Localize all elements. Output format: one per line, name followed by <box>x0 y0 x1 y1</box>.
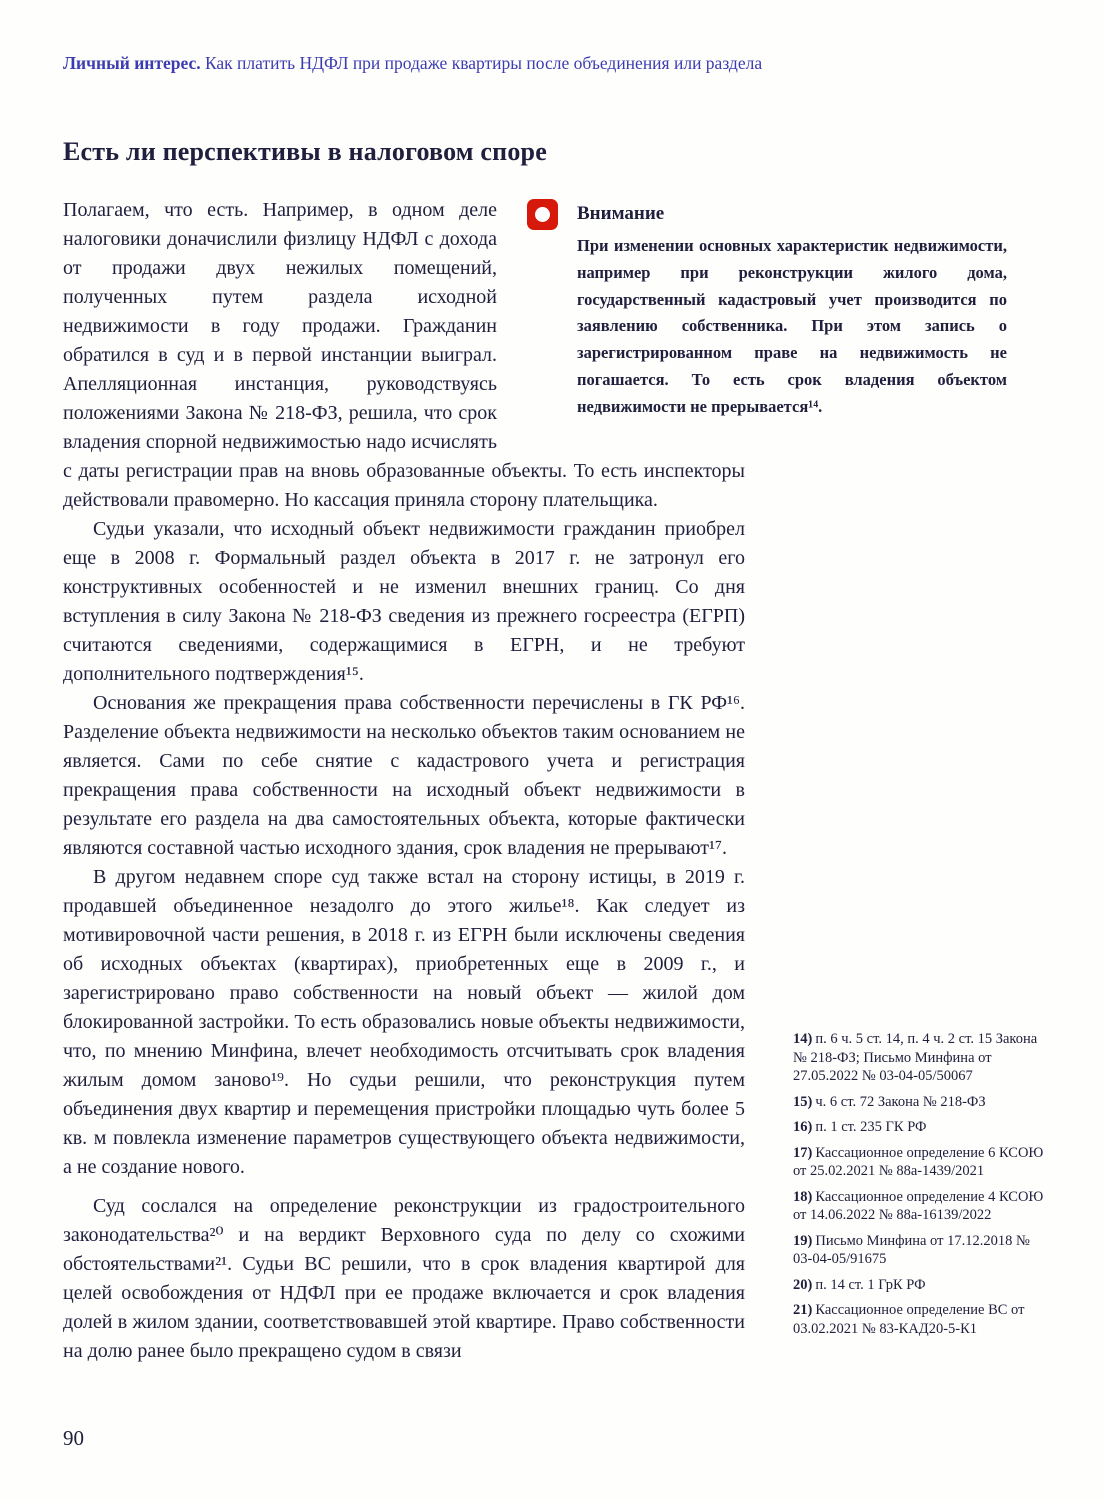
footnote-number: 21) <box>793 1302 813 1318</box>
footnote-text: п. 1 ст. 235 ГК РФ <box>815 1119 927 1135</box>
footnote-number: 19) <box>793 1232 813 1249</box>
footnote <box>793 1093 1045 1112</box>
footnote <box>793 1301 1045 1338</box>
paragraph: Суд сослался на определение реконструкции из градостроительного законодательства²⁰ и на вердикт Верховного суда по делу со схожими обстоятельствами²¹. Судьи ВС решили, что в срок владения квартирой для целей освобождения от НДФЛ при ее продаже включается и срок владения долей в жилом здании, соответствовавшей этой квартире. Право собственности на долю ранее было прекращено судом в связи <box>63 1195 745 1362</box>
attention-icon-dot <box>535 207 550 222</box>
running-header <box>63 52 1053 74</box>
footnote-number: 20) <box>793 1276 813 1293</box>
footnote-number: 18) <box>793 1188 813 1205</box>
paragraph: Судьи указали, что исходный объект недвижимости гражданин приобрел еще в 2008 г. Формальный раздел объекта в 2017 г. не затронул его конструктивных особенностей и не изменил внешних границ. Со дня вступления в силу Закона № 218-ФЗ сведения из прежнего госреестра (ЕГРП) считаются сведениями, содержащимися в ЕГРН, и не требуют дополнительного подтверждения¹⁵. <box>63 518 745 685</box>
footnote <box>793 1276 1045 1295</box>
footnote-text: Кассационное определение 6 КСОЮ от 25.02.2021 № 88а-1439/2021 <box>793 1144 1044 1179</box>
footnote-text: ч. 6 ст. 72 Закона № 218-ФЗ <box>815 1093 986 1110</box>
footnote <box>793 1232 1045 1269</box>
footnote-text: Письмо Минфина от 17.12.2018 № 03-04-05/91675 <box>793 1232 1030 1267</box>
callout-title: Внимание <box>577 203 665 224</box>
footnote <box>793 1188 1045 1225</box>
footnote-number: 14) <box>793 1031 813 1047</box>
page-number: 90 <box>63 1426 84 1450</box>
footnote-number: 15) <box>793 1093 813 1110</box>
footnote-text: Кассационное определение ВС от 03.02.2021 № 83-КАД20-5-К1 <box>793 1302 1025 1337</box>
footnote-text: Кассационное определение 4 КСОЮ от 14.06.2022 № 88а-16139/2022 <box>793 1188 1044 1223</box>
footnote-number: 16) <box>793 1119 813 1135</box>
paragraph: Основания же прекращения права собственности перечислены в ГК РФ¹⁶. Разделение объекта недвижимости на несколько объектов таким основанием не является. Сами по себе снятие с кадастрового учета и регистрация прекращения права собственности на исходный объект недвижимости в результате его раздела на два самостоятельных объекта, которые фактически являются составной частью исходного здания, срок владения не прерывают¹⁷. <box>63 692 745 859</box>
callout-text: При изменении основных характеристик недвижимости, например при реконструкции жилого дома, государственный кадастровый учет производится по заявлению собственника. При этом запись о зарегистрированном праве на недвижимость не погашается. То есть срок владения объектом недвижимости не прерывается¹⁴. <box>577 236 1007 416</box>
section-heading: Есть ли перспективы в налоговом споре <box>63 137 547 166</box>
footnotes-column <box>793 1030 1045 1345</box>
footnote <box>793 1144 1045 1181</box>
paragraph: Полагаем, что есть. Например, в одном деле налоговики доначислили физлицу НДФЛ с дохода от продажи двух нежилых помещений, полученных путем раздела исходной недвижимости в году продажи. Гражданин обратился в суд и в первой инстанции выиграл. Апелляционная инстанция, руководствуясь положениями Закона № 218-ФЗ, решила, что срок владения спорной недвижимостью надо исчислять с даты регистрации прав на вновь образованные объекты. То есть инспекторы действовали правомерно. Но кассация приняла сторону плательщика. <box>63 199 745 511</box>
intro-block <box>63 196 1007 515</box>
attention-callout <box>521 198 1007 421</box>
footnote-text: п. 14 ст. 1 ГрК РФ <box>815 1276 926 1293</box>
attention-icon <box>527 199 558 230</box>
paragraph: В другом недавнем споре суд также встал на сторону истицы, в 2019 г. продавшей объединенное незадолго до этого жилье¹⁸. Как следует из мотивировочной части решения, в 2018 г. из ЕГРН были исключены сведения об исходных объектах (квартирах), приобретенных еще в 2009 г., и зарегистрировано право собственности на новый объект — жилой дом блокированной застройки. То есть образовались новые объекты недвижимости, что, по мнению Минфина, влечет необходимость отсчитывать срок владения жилым домом заново¹⁹. Но судьи решили, что реконструкция путем объединения двух квартир и перемещения пристройки площадью чуть более 5 кв. м повлекла изменение параметров существующего объекта недвижимости, а не создание нового. <box>63 866 745 1178</box>
footnote-text: п. 6 ч. 5 ст. 14, п. 4 ч. 2 ст. 15 Закона № 218-ФЗ; Письмо Минфина от 27.05.2022 № 03-04-05/50067 <box>793 1031 1038 1084</box>
running-header-title: Как платить НДФЛ при продаже квартиры после объединения или раздела <box>200 53 763 73</box>
footnote <box>793 1030 1045 1086</box>
footnote <box>793 1118 1045 1137</box>
footnote-number: 17) <box>793 1144 813 1161</box>
running-header-section: Личный интерес. <box>63 53 201 73</box>
